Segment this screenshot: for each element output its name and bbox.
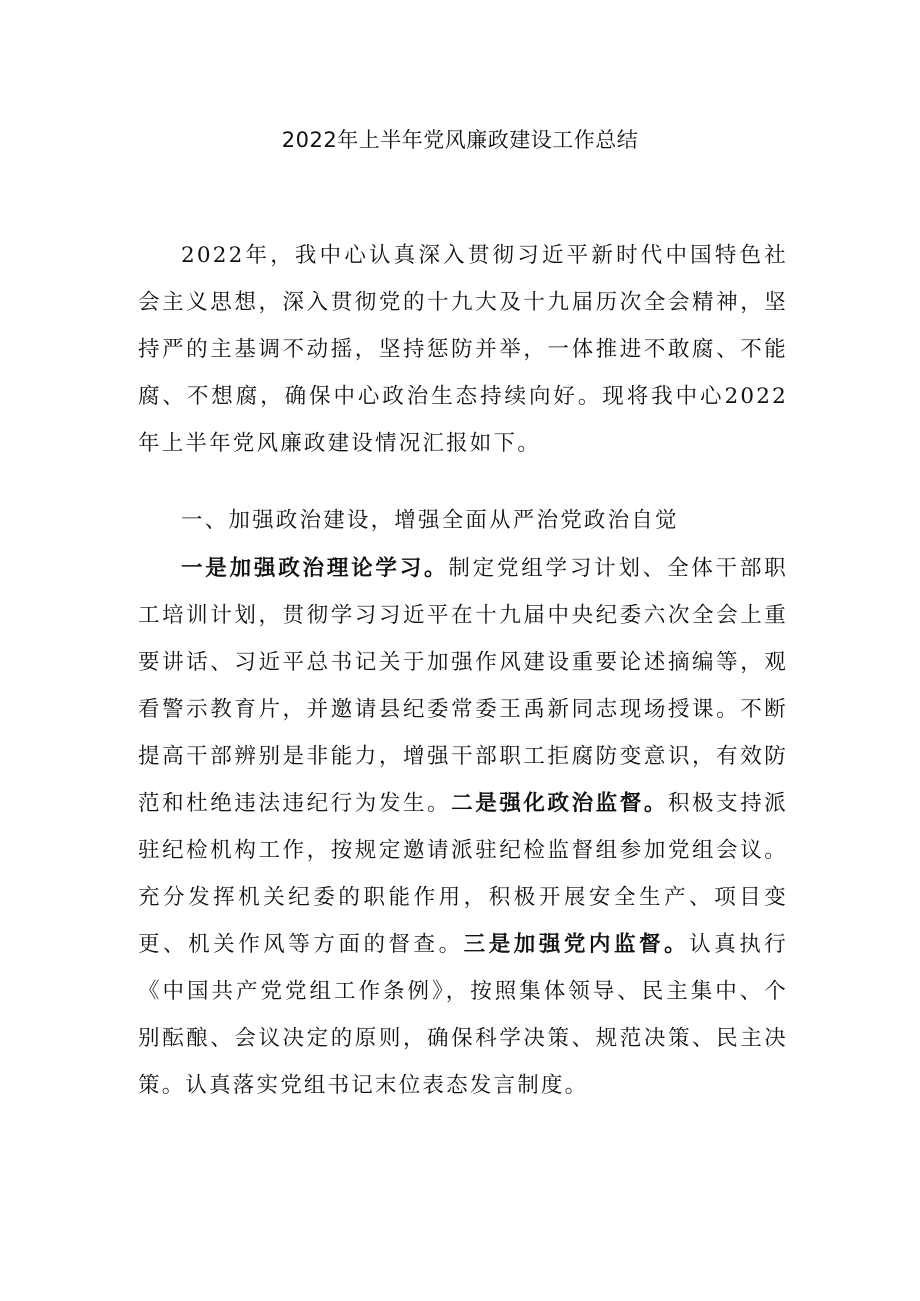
point-3-title: 三是加强党内监督。 [463, 932, 690, 957]
section-1-paragraph [138, 545, 788, 1109]
point-1-text: 制定党组学习计划、全体干部职工培训计划，贯彻学习习近平在十九届中央纪委六次全会上重要讲话、习近平总书记关于加强作风建设重要论述摘编等，观看警示教育片，并邀请县纪委常委王禹新同志现场授课。不断提高干部辨别是非能力，增强干部职工拒腐防变意识，有效防范和杜绝违法违纪行为发生。 [138, 556, 788, 816]
section-heading-1: 一、加强政治建设，增强全面从严治党政治自觉 [181, 508, 679, 533]
point-2-title: 二是强化政治监督。 [451, 791, 668, 816]
intro-paragraph: 2022年，我中心认真深入贯彻习近平新时代中国特色社会主义思想，深入贯彻党的十九大及十九届历次全会精神，坚持严的主基调不动摇，坚持惩防并举，一体推进不敢腐、不能腐、不想腐，确保中心政治生态持续向好。现将我中心2022年上半年党风廉政建设情况汇报如下。 [138, 243, 788, 456]
point-2-text: 积极支持派驻纪检机构工作，按规定邀请派驻纪检监督组参加党组会议。充分发挥机关纪委的职能作用，积极开展安全生产、项目变更、机关作风等方面的督查。 [138, 791, 788, 957]
point-3-text: 认真执行《中国共产党党组工作条例》，按照集体领导、民主集中、个别酝酿、会议决定的原则，确保科学决策、规范决策、民主决策。认真落实党组书记末位表态发言制度。 [138, 932, 788, 1098]
document-title: 2022年上半年党风廉政建设工作总结 [281, 128, 639, 152]
point-1-title: 一是加强政治理论学习。 [181, 556, 449, 581]
